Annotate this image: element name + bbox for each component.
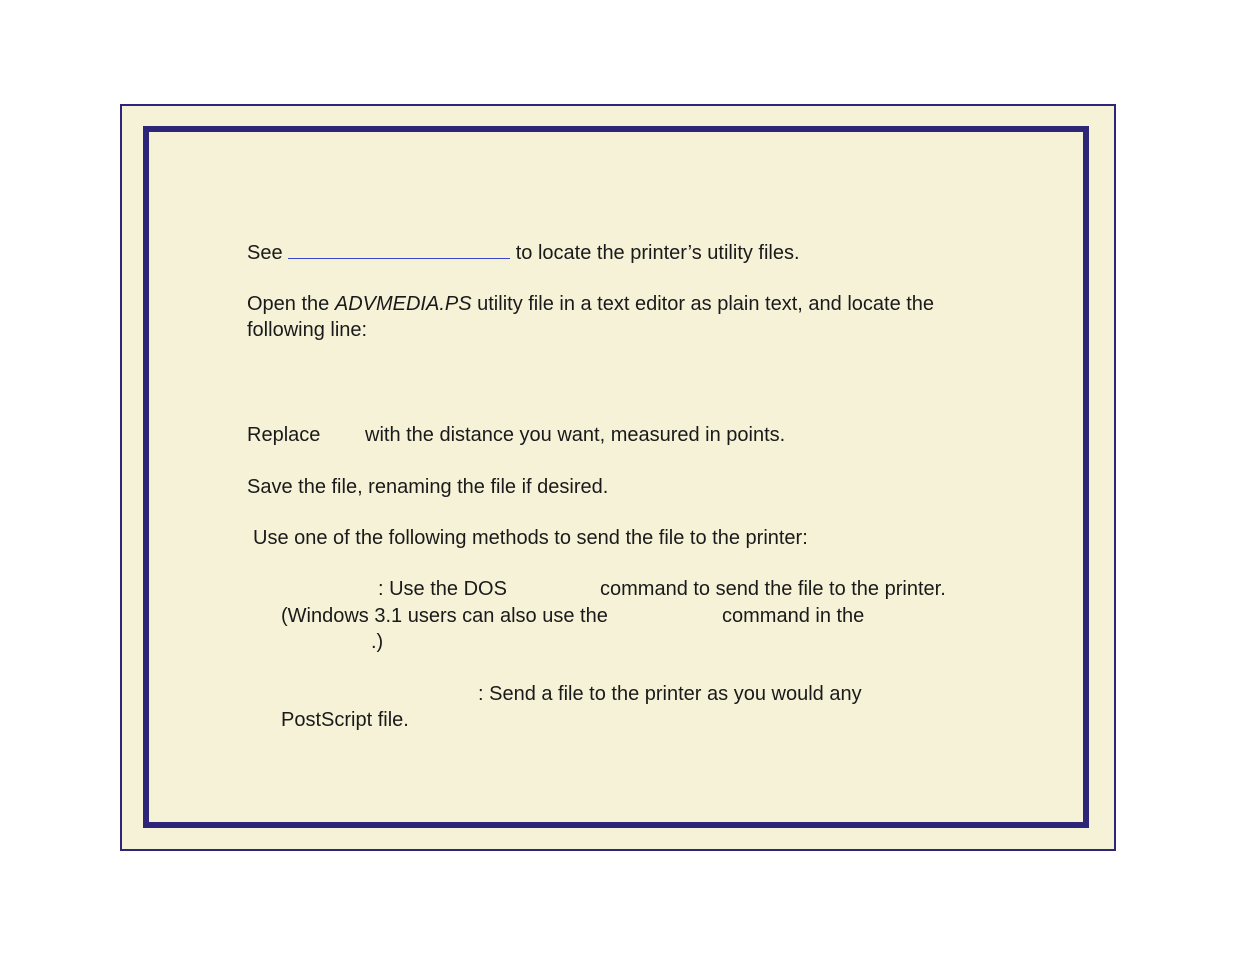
step-1-suffix: to locate the printer’s utility files. (515, 242, 800, 264)
step-4: Save the file, renaming the file if desired. (247, 476, 609, 498)
step-2-prefix: Open the (247, 293, 330, 315)
step-1 (247, 240, 800, 266)
dos-method-colon: : Use the DOS (378, 578, 507, 600)
other-method-line-2: PostScript file. (281, 709, 409, 731)
cross-reference-link[interactable] (288, 240, 510, 259)
step-5: Use one of the following methods to send the file to the printer: (253, 527, 808, 549)
step-3-prefix: Replace (247, 424, 321, 446)
step-1-prefix: See (247, 242, 283, 264)
dos-method-windows-prefix: (Windows 3.1 users can also use the (281, 605, 608, 627)
other-method-colon: : Send a file to the printer as you would any (478, 683, 862, 705)
utility-filename: ADVMEDIA.PS (334, 293, 472, 315)
step-2-suffix: utility file in a text editor as plain text, and locate the (477, 293, 935, 315)
step-3-suffix: with the distance you want, measured in points. (365, 424, 786, 446)
dos-method-command: command to send the file to the printer. (600, 578, 946, 600)
dos-method-windows-suffix: command in the (722, 605, 865, 627)
dos-method-close: .) (371, 631, 384, 653)
step-2-line-2: following line: (247, 319, 368, 341)
step-2-line-1 (247, 291, 934, 317)
